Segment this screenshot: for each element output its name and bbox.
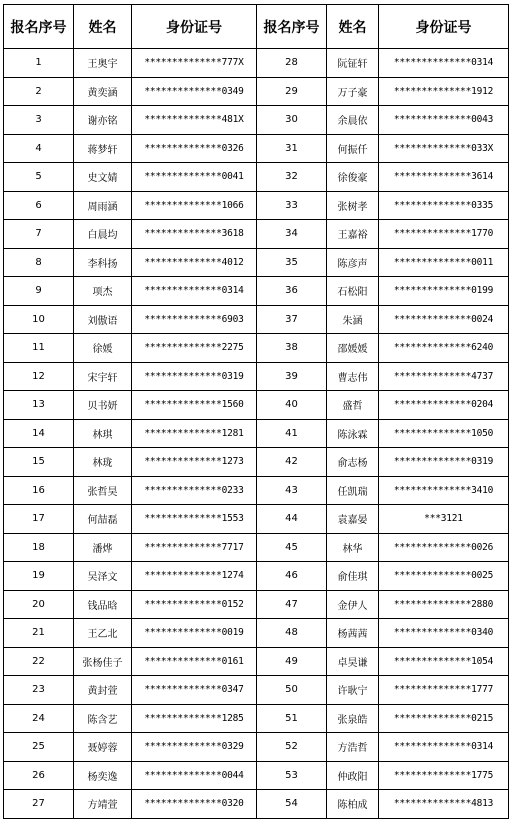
right-reg-no-cell: 29 <box>257 77 327 106</box>
right-reg-no-cell: 52 <box>257 733 327 762</box>
right-reg-no-cell: 50 <box>257 676 327 705</box>
table-row <box>4 733 509 762</box>
table-row <box>4 505 509 534</box>
left-reg-no-cell: 19 <box>4 562 74 591</box>
table-row <box>4 419 509 448</box>
right-id-number-cell: **************1050 <box>379 419 509 448</box>
right-reg-no-cell: 45 <box>257 533 327 562</box>
right-name-cell: 袁嘉晏 <box>327 505 379 534</box>
right-id-number-cell: **************3410 <box>379 476 509 505</box>
left-reg-no-cell: 2 <box>4 77 74 106</box>
table-row <box>4 761 509 790</box>
left-id-number-cell: **************0320 <box>132 790 257 819</box>
left-name-cell: 何喆磊 <box>74 505 132 534</box>
right-id-number-cell: **************0204 <box>379 391 509 420</box>
right-id-number-cell: **************1054 <box>379 647 509 676</box>
right-id-number-cell: ***3121 <box>379 505 509 534</box>
left-id-number-cell: **************0233 <box>132 476 257 505</box>
right-id-number-cell: **************0215 <box>379 704 509 733</box>
left-reg-no-cell: 6 <box>4 191 74 220</box>
left-name-cell: 聂婷蓉 <box>74 733 132 762</box>
left-reg-no-cell: 10 <box>4 305 74 334</box>
right-id-number-cell: **************1912 <box>379 77 509 106</box>
left-reg-no-cell: 16 <box>4 476 74 505</box>
table-row <box>4 106 509 135</box>
right-name-cell: 林华 <box>327 533 379 562</box>
table-row <box>4 619 509 648</box>
left-reg-no-cell: 4 <box>4 134 74 163</box>
right-name-cell: 邵媛媛 <box>327 334 379 363</box>
right-id-number-cell: **************4813 <box>379 790 509 819</box>
left-id-number-cell: **************0319 <box>132 362 257 391</box>
right-reg-no-cell: 53 <box>257 761 327 790</box>
left-reg-no-cell: 18 <box>4 533 74 562</box>
right-id-number-cell: **************0199 <box>379 277 509 306</box>
right-name-cell: 方浩哲 <box>327 733 379 762</box>
left-name-cell: 陈含艺 <box>74 704 132 733</box>
left-name-cell: 方靖萱 <box>74 790 132 819</box>
right-reg-no-cell: 47 <box>257 590 327 619</box>
left-reg-no-cell: 5 <box>4 163 74 192</box>
left-id-number-cell: **************1066 <box>132 191 257 220</box>
left-name-cell: 项杰 <box>74 277 132 306</box>
header-id-left: 身份证号 <box>132 5 257 49</box>
right-name-cell: 何振仟 <box>327 134 379 163</box>
left-name-cell: 黄奕涵 <box>74 77 132 106</box>
table-row <box>4 562 509 591</box>
table-row <box>4 248 509 277</box>
left-reg-no-cell: 15 <box>4 448 74 477</box>
right-reg-no-cell: 46 <box>257 562 327 591</box>
right-reg-no-cell: 37 <box>257 305 327 334</box>
table-row <box>4 49 509 78</box>
left-name-cell: 潘烨 <box>74 533 132 562</box>
left-reg-no-cell: 9 <box>4 277 74 306</box>
header-name-left: 姓名 <box>74 5 132 49</box>
right-id-number-cell: **************1775 <box>379 761 509 790</box>
right-name-cell: 徐俊豪 <box>327 163 379 192</box>
right-name-cell: 杨茜茜 <box>327 619 379 648</box>
right-name-cell: 张泉皓 <box>327 704 379 733</box>
left-name-cell: 刘傲语 <box>74 305 132 334</box>
right-id-number-cell: **************2880 <box>379 590 509 619</box>
right-id-number-cell: **************0026 <box>379 533 509 562</box>
left-id-number-cell: **************1285 <box>132 704 257 733</box>
right-name-cell: 曹志伟 <box>327 362 379 391</box>
left-name-cell: 史文婧 <box>74 163 132 192</box>
table-row <box>4 334 509 363</box>
right-name-cell: 卓昊谦 <box>327 647 379 676</box>
header-reg-no-left: 报名序号 <box>4 5 74 49</box>
table-row <box>4 448 509 477</box>
table-row <box>4 647 509 676</box>
table-row <box>4 790 509 819</box>
left-name-cell: 张杨佳子 <box>74 647 132 676</box>
right-id-number-cell: **************0314 <box>379 49 509 78</box>
left-reg-no-cell: 1 <box>4 49 74 78</box>
left-id-number-cell: **************0329 <box>132 733 257 762</box>
left-id-number-cell: **************0019 <box>132 619 257 648</box>
left-name-cell: 宋宇轩 <box>74 362 132 391</box>
table-row <box>4 533 509 562</box>
right-name-cell: 余晨依 <box>327 106 379 135</box>
left-id-number-cell: **************7717 <box>132 533 257 562</box>
left-id-number-cell: **************0161 <box>132 647 257 676</box>
left-id-number-cell: **************4012 <box>132 248 257 277</box>
right-reg-no-cell: 30 <box>257 106 327 135</box>
left-name-cell: 张哲昊 <box>74 476 132 505</box>
right-name-cell: 陈彦声 <box>327 248 379 277</box>
left-reg-no-cell: 23 <box>4 676 74 705</box>
left-reg-no-cell: 26 <box>4 761 74 790</box>
table-row <box>4 590 509 619</box>
left-name-cell: 王奥宇 <box>74 49 132 78</box>
left-reg-no-cell: 8 <box>4 248 74 277</box>
table-row <box>4 305 509 334</box>
right-reg-no-cell: 54 <box>257 790 327 819</box>
header-reg-no-right: 报名序号 <box>257 5 327 49</box>
left-name-cell: 王乙北 <box>74 619 132 648</box>
table-row <box>4 476 509 505</box>
right-name-cell: 陈泳霖 <box>327 419 379 448</box>
right-reg-no-cell: 39 <box>257 362 327 391</box>
left-id-number-cell: **************6903 <box>132 305 257 334</box>
right-name-cell: 许耿宁 <box>327 676 379 705</box>
table-row <box>4 362 509 391</box>
left-name-cell: 杨奕逸 <box>74 761 132 790</box>
left-id-number-cell: **************0326 <box>132 134 257 163</box>
right-id-number-cell: **************0335 <box>379 191 509 220</box>
table-row <box>4 77 509 106</box>
left-reg-no-cell: 24 <box>4 704 74 733</box>
left-id-number-cell: **************481X <box>132 106 257 135</box>
table-header <box>4 5 509 49</box>
right-name-cell: 俞佳琪 <box>327 562 379 591</box>
right-reg-no-cell: 38 <box>257 334 327 363</box>
right-reg-no-cell: 33 <box>257 191 327 220</box>
right-reg-no-cell: 28 <box>257 49 327 78</box>
left-name-cell: 白晨均 <box>74 220 132 249</box>
left-id-number-cell: **************0314 <box>132 277 257 306</box>
left-id-number-cell: **************0349 <box>132 77 257 106</box>
left-name-cell: 徐媛 <box>74 334 132 363</box>
right-reg-no-cell: 34 <box>257 220 327 249</box>
left-reg-no-cell: 22 <box>4 647 74 676</box>
right-reg-no-cell: 44 <box>257 505 327 534</box>
left-name-cell: 李科扬 <box>74 248 132 277</box>
right-id-number-cell: **************6240 <box>379 334 509 363</box>
right-reg-no-cell: 31 <box>257 134 327 163</box>
left-reg-no-cell: 12 <box>4 362 74 391</box>
right-id-number-cell: **************033X <box>379 134 509 163</box>
right-name-cell: 金伊人 <box>327 590 379 619</box>
header-id-right: 身份证号 <box>379 5 509 49</box>
left-id-number-cell: **************3618 <box>132 220 257 249</box>
left-reg-no-cell: 21 <box>4 619 74 648</box>
left-name-cell: 钱品晗 <box>74 590 132 619</box>
right-id-number-cell: **************0011 <box>379 248 509 277</box>
table-row <box>4 191 509 220</box>
left-name-cell: 谢亦铭 <box>74 106 132 135</box>
left-id-number-cell: **************2275 <box>132 334 257 363</box>
left-id-number-cell: **************1274 <box>132 562 257 591</box>
right-id-number-cell: **************1770 <box>379 220 509 249</box>
table-row <box>4 134 509 163</box>
right-id-number-cell: **************3614 <box>379 163 509 192</box>
table-row <box>4 676 509 705</box>
right-name-cell: 任凯瑞 <box>327 476 379 505</box>
right-name-cell: 朱涵 <box>327 305 379 334</box>
left-name-cell: 贝书妍 <box>74 391 132 420</box>
right-name-cell: 张树孝 <box>327 191 379 220</box>
right-id-number-cell: **************0319 <box>379 448 509 477</box>
right-reg-no-cell: 32 <box>257 163 327 192</box>
right-reg-no-cell: 41 <box>257 419 327 448</box>
left-reg-no-cell: 7 <box>4 220 74 249</box>
left-id-number-cell: **************0152 <box>132 590 257 619</box>
header-name-right: 姓名 <box>327 5 379 49</box>
right-id-number-cell: **************4737 <box>379 362 509 391</box>
left-id-number-cell: **************777X <box>132 49 257 78</box>
left-reg-no-cell: 20 <box>4 590 74 619</box>
right-name-cell: 石松阳 <box>327 277 379 306</box>
table-row <box>4 277 509 306</box>
table-row <box>4 163 509 192</box>
left-id-number-cell: **************0347 <box>132 676 257 705</box>
right-id-number-cell: **************0043 <box>379 106 509 135</box>
left-reg-no-cell: 14 <box>4 419 74 448</box>
left-name-cell: 林珑 <box>74 448 132 477</box>
right-reg-no-cell: 42 <box>257 448 327 477</box>
right-id-number-cell: **************0024 <box>379 305 509 334</box>
left-name-cell: 黄封萱 <box>74 676 132 705</box>
right-reg-no-cell: 43 <box>257 476 327 505</box>
left-name-cell: 吴泽文 <box>74 562 132 591</box>
right-id-number-cell: **************1777 <box>379 676 509 705</box>
right-name-cell: 仲政阳 <box>327 761 379 790</box>
right-id-number-cell: **************0314 <box>379 733 509 762</box>
left-id-number-cell: **************1273 <box>132 448 257 477</box>
left-id-number-cell: **************1553 <box>132 505 257 534</box>
left-id-number-cell: **************1560 <box>132 391 257 420</box>
left-name-cell: 周雨涵 <box>74 191 132 220</box>
right-name-cell: 万子豪 <box>327 77 379 106</box>
left-reg-no-cell: 27 <box>4 790 74 819</box>
left-id-number-cell: **************1281 <box>132 419 257 448</box>
table-row <box>4 391 509 420</box>
left-name-cell: 蒋梦轩 <box>74 134 132 163</box>
left-name-cell: 林琪 <box>74 419 132 448</box>
right-reg-no-cell: 48 <box>257 619 327 648</box>
right-name-cell: 陈柏成 <box>327 790 379 819</box>
right-name-cell: 王嘉裕 <box>327 220 379 249</box>
right-reg-no-cell: 49 <box>257 647 327 676</box>
right-reg-no-cell: 36 <box>257 277 327 306</box>
left-reg-no-cell: 25 <box>4 733 74 762</box>
right-name-cell: 盛哲 <box>327 391 379 420</box>
registration-table <box>3 4 509 819</box>
left-reg-no-cell: 17 <box>4 505 74 534</box>
table-body <box>4 49 509 819</box>
left-id-number-cell: **************0041 <box>132 163 257 192</box>
right-reg-no-cell: 35 <box>257 248 327 277</box>
left-reg-no-cell: 11 <box>4 334 74 363</box>
right-id-number-cell: **************0025 <box>379 562 509 591</box>
right-name-cell: 阮钲轩 <box>327 49 379 78</box>
table-row <box>4 220 509 249</box>
table-row <box>4 704 509 733</box>
left-reg-no-cell: 3 <box>4 106 74 135</box>
right-name-cell: 俞志杨 <box>327 448 379 477</box>
right-reg-no-cell: 40 <box>257 391 327 420</box>
right-id-number-cell: **************0340 <box>379 619 509 648</box>
header-row <box>4 5 509 49</box>
left-id-number-cell: **************0044 <box>132 761 257 790</box>
left-reg-no-cell: 13 <box>4 391 74 420</box>
right-reg-no-cell: 51 <box>257 704 327 733</box>
